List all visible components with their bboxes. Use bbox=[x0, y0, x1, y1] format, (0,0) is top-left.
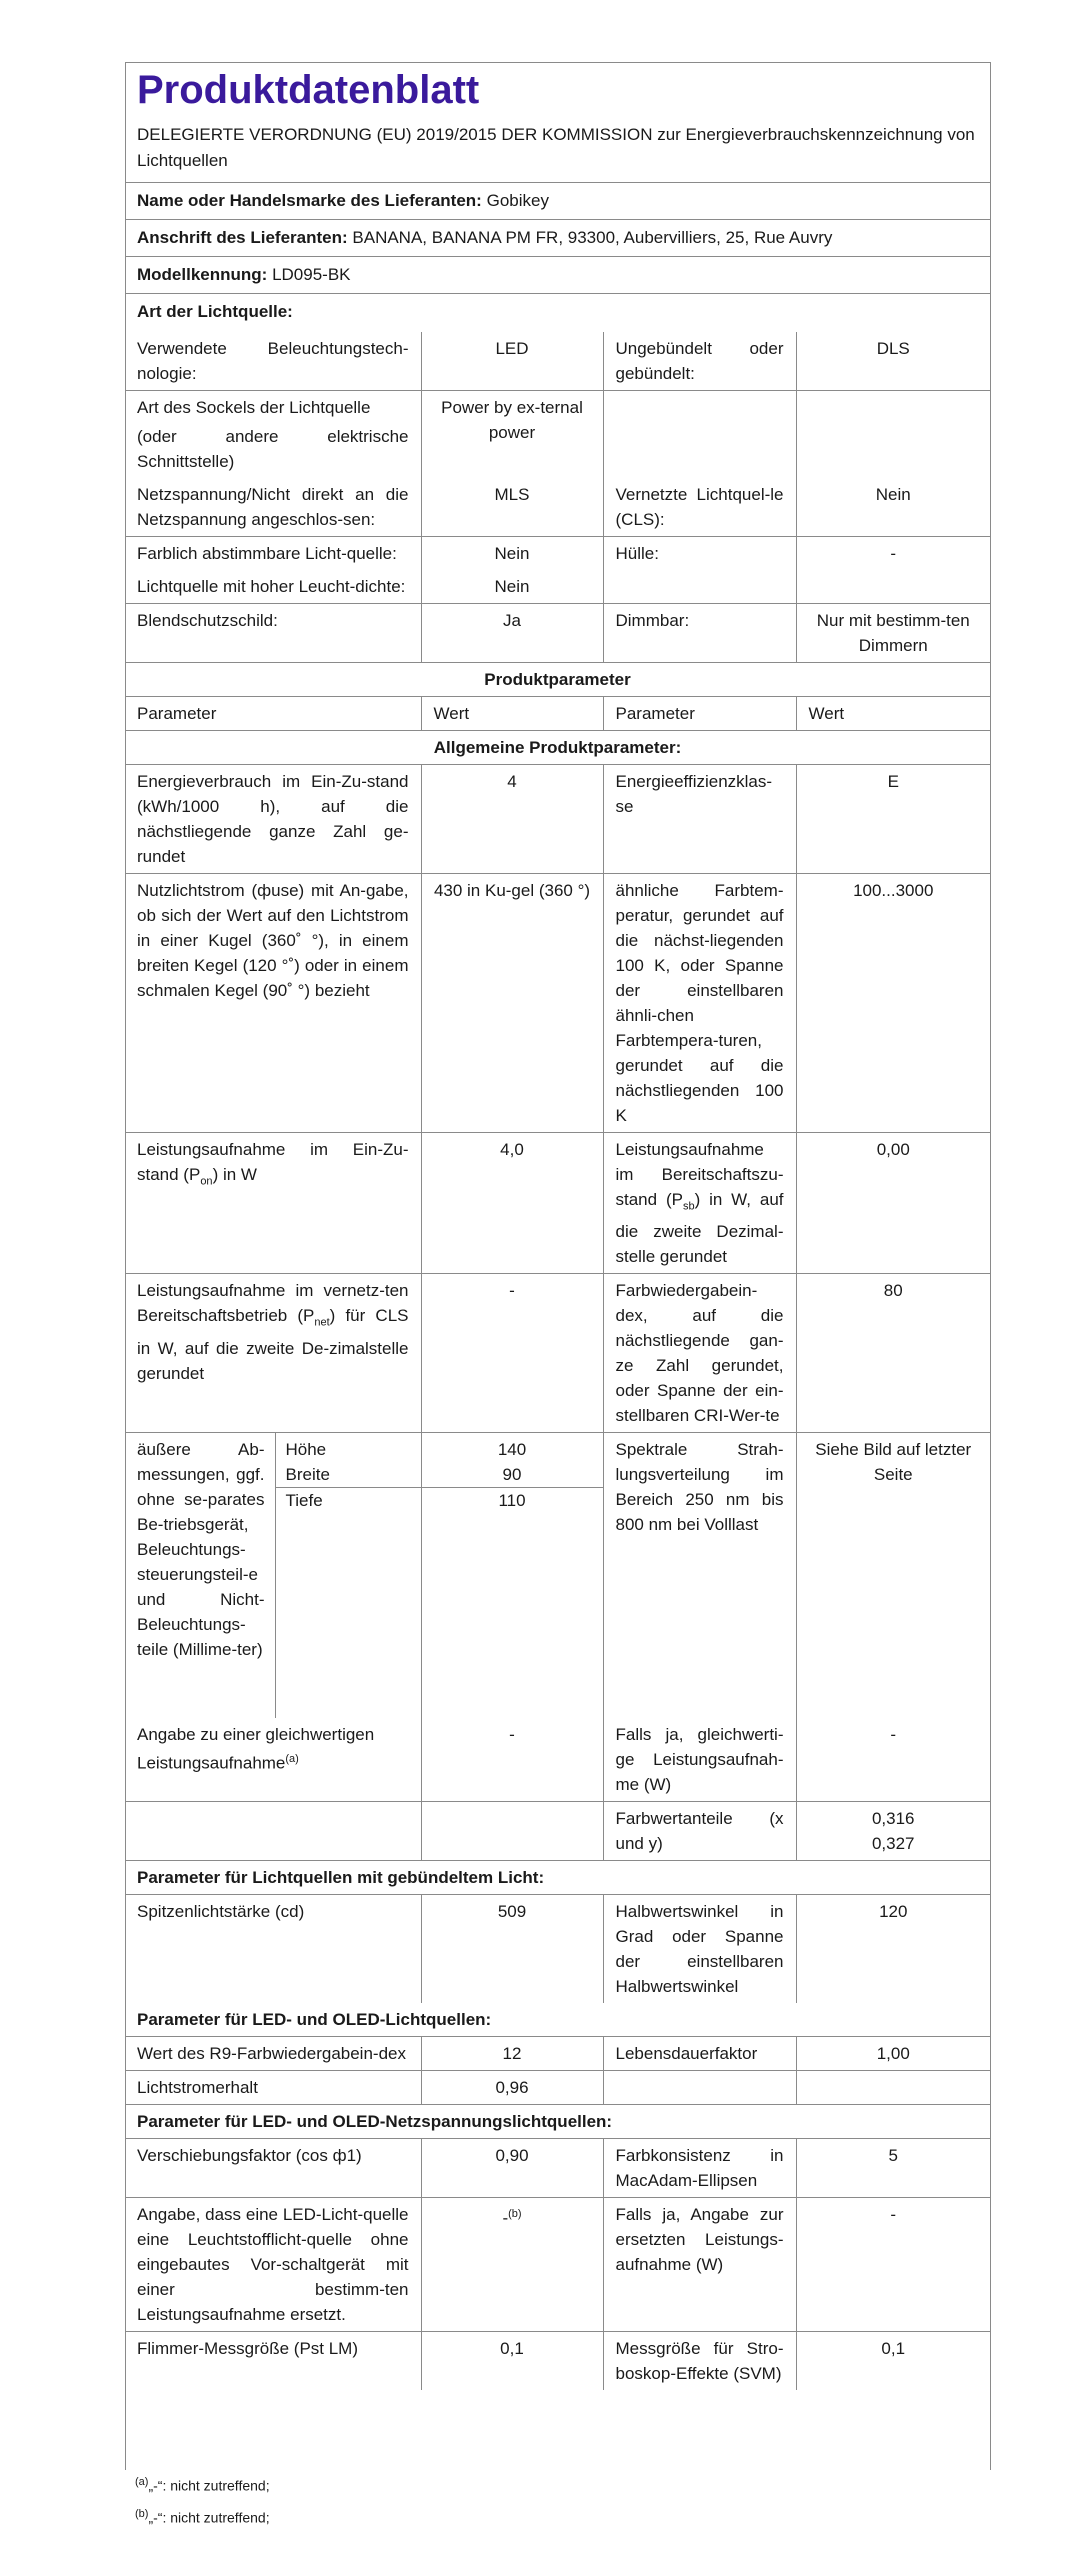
footnote-a-text: „-“: nicht zutreffend; bbox=[148, 2477, 270, 2494]
luminous-flux-value: 430 in Ku-gel (360 °) bbox=[421, 874, 603, 1133]
lumen-maintenance-label: Lichtstromerhalt bbox=[125, 2071, 421, 2105]
model-row bbox=[125, 257, 990, 294]
column-header-value-2: Wert bbox=[808, 704, 845, 723]
lumen-maintenance-value: 0,96 bbox=[421, 2071, 603, 2105]
table-row bbox=[125, 1433, 990, 1719]
table-row bbox=[125, 2332, 990, 2391]
section-heading-row bbox=[125, 731, 990, 765]
width-value: 90 bbox=[502, 1465, 522, 1485]
table-row bbox=[125, 604, 990, 663]
beam-angle-value: 120 bbox=[879, 1902, 908, 1922]
empty-cell bbox=[125, 1802, 421, 1861]
table-row bbox=[125, 391, 990, 479]
footnote-b bbox=[135, 2500, 270, 2532]
stroboscopic-label: Messgröße für Stro-boskop-Effekte (SVM) bbox=[603, 2332, 796, 2391]
envelope-value: - bbox=[890, 544, 897, 563]
page-title: Produktdatenblatt bbox=[137, 68, 480, 112]
table-row bbox=[125, 2198, 990, 2332]
chromaticity-y: 0,327 bbox=[871, 1834, 915, 1854]
color-temperature-value: 100...3000 bbox=[853, 881, 934, 900]
flicker-label: Flimmer-Messgröße (Pst LM) bbox=[125, 2332, 421, 2391]
empty-cell bbox=[603, 570, 796, 604]
table-row bbox=[125, 2037, 990, 2071]
dimensions-values bbox=[421, 1433, 603, 1719]
supplier-value: Gobikey bbox=[486, 191, 549, 210]
dimensions-cell bbox=[125, 1433, 421, 1719]
equivalent-power-label bbox=[125, 1718, 421, 1802]
power-on-label bbox=[125, 1133, 421, 1274]
anti-glare-value: Ja bbox=[421, 604, 603, 663]
socket-label bbox=[125, 391, 421, 479]
color-consistency-label: Farbkonsistenz in MacAdam-Ellipsen bbox=[603, 2139, 796, 2198]
tunable-label: Farblich abstimmbare Licht-quelle: bbox=[125, 537, 421, 571]
cls-value: Nein bbox=[875, 485, 911, 504]
section-heading-row bbox=[125, 1861, 990, 1895]
table-row bbox=[125, 570, 990, 604]
table-row bbox=[125, 1718, 990, 1802]
depth-value: 110 bbox=[422, 1487, 603, 1513]
table-row bbox=[125, 2139, 990, 2198]
table-row bbox=[125, 2071, 990, 2105]
depth-label: Tiefe bbox=[275, 1488, 421, 1719]
replacement-claim-dash: - bbox=[502, 2209, 509, 2229]
model-value: LD095-BK bbox=[272, 265, 351, 284]
table-row bbox=[125, 478, 990, 537]
address-row bbox=[125, 220, 990, 257]
energy-class-label: Energieeffizienzklas-se bbox=[603, 765, 796, 874]
energy-class-value: E bbox=[887, 772, 899, 791]
energy-consumption-value: 4 bbox=[421, 765, 603, 874]
section-heading-row bbox=[125, 2105, 990, 2139]
replacement-claim-sup: (b) bbox=[508, 2208, 522, 2221]
equivalent-power-text: Angabe zu einer gleichwertigen Leistungsaufnahme bbox=[137, 1725, 375, 1774]
spectral-value: Siehe Bild auf letzter Seite bbox=[815, 1440, 972, 1485]
table-row bbox=[125, 1274, 990, 1433]
product-data-sheet bbox=[125, 62, 990, 2390]
empty-cell bbox=[796, 2071, 990, 2105]
address-label: Anschrift des Lieferanten: bbox=[137, 228, 348, 247]
spectral-label: Spektrale Strah-lungsverteilung im Bereich 250 nm bis 800 nm bei Volllast bbox=[603, 1433, 796, 1719]
technology-label: Verwendete Beleuchtungstech-nologie: bbox=[125, 332, 421, 391]
footnote-a bbox=[135, 2468, 270, 2500]
equivalent-power-sup: (a) bbox=[285, 1753, 299, 1766]
left-border bbox=[125, 62, 126, 2470]
table-row bbox=[125, 537, 990, 571]
displacement-factor-value: 0,90 bbox=[421, 2139, 603, 2198]
empty-cell bbox=[603, 2071, 796, 2105]
high-luminance-label: Lichtquelle mit hoher Leucht-dichte: bbox=[125, 570, 421, 604]
empty-cell bbox=[796, 570, 990, 604]
table-row bbox=[125, 1895, 990, 2004]
table-row bbox=[125, 332, 990, 391]
color-consistency-value: 5 bbox=[888, 2146, 898, 2166]
color-temperature-label: ähnliche Farbtem-peratur, gerundet auf die nächst-liegenden 100 K, oder Spanne der einstellbaren ähnli-chen Farbtempera-turen, gerundet auf die nächstliegenden 100 K bbox=[603, 874, 796, 1133]
luminous-flux-label: Nutzlichtstrom (фuse) mit An-gabe, ob sich der Wert auf den Lichtstrom in einer Kugel (360˚ °), in einem breiten Kegel (120 °˚) oder in einem schmalen Kegel (90˚ °) bezieht bbox=[125, 874, 421, 1133]
socket-value: Power by ex-ternal power bbox=[421, 391, 603, 479]
table-row bbox=[125, 1802, 990, 1861]
chromaticity-x: 0,316 bbox=[871, 1809, 915, 1829]
table-row bbox=[125, 765, 990, 874]
replacement-claim-value bbox=[421, 2198, 603, 2332]
displacement-factor-label: Verschiebungsfaktor (cos ф1) bbox=[125, 2139, 421, 2198]
width-label: Breite bbox=[285, 1465, 330, 1485]
footnotes bbox=[135, 2468, 270, 2531]
height-value: 140 bbox=[497, 1440, 527, 1460]
standby-label-b: ) in W, auf die zweite Dezimal-stelle gerundet bbox=[615, 1190, 784, 1267]
footnote-a-mark: (a) bbox=[135, 2476, 149, 2488]
light-source-type-label: Art der Lichtquelle: bbox=[137, 302, 293, 321]
beam-angle-label: Halbwertswinkel in Grad oder Spanne der einstellbaren Halbwertswinkel bbox=[603, 1895, 796, 2004]
supplier-label: Name oder Handelsmarke des Lieferanten: bbox=[137, 191, 482, 210]
dimmable-label: Dimmbar: bbox=[603, 604, 796, 663]
address-value: BANANA, BANANA PM FR, 93300, Aubervilliers, 25, Rue Auvry bbox=[352, 228, 833, 247]
supplier-row bbox=[125, 183, 990, 220]
section-heading-row bbox=[125, 2003, 990, 2037]
survival-factor-label: Lebensdauerfaktor bbox=[603, 2037, 796, 2071]
replacement-claim-label: Angabe, dass eine LED-Licht-quelle eine Leuchtstofflicht-quelle ohne eingebautes Vor-schaltgerät mit einer bestimm-ten Leistungsaufnahme ersetzt. bbox=[125, 2198, 421, 2332]
chromaticity-values bbox=[796, 1802, 990, 1861]
section-heading-row bbox=[125, 663, 990, 697]
led-mains-heading: Parameter für LED- und OLED-Netzspannungslichtquellen: bbox=[137, 2112, 613, 2132]
power-on-sub: on bbox=[200, 1175, 213, 1188]
power-on-label-b: ) in W bbox=[212, 1165, 257, 1184]
envelope-label: Hülle: bbox=[603, 537, 796, 571]
high-luminance-value: Nein bbox=[421, 570, 603, 604]
equivalent-power-value: - bbox=[421, 1718, 603, 1802]
column-header-parameter: Parameter bbox=[125, 697, 421, 731]
light-source-type-row bbox=[125, 294, 990, 332]
stroboscopic-value: 0,1 bbox=[881, 2339, 906, 2359]
general-parameters-heading: Allgemeine Produktparameter: bbox=[433, 738, 682, 757]
if-yes-power-label: Falls ja, gleichwerti-ge Leistungsaufnah-me (W) bbox=[603, 1718, 796, 1802]
energy-consumption-label: Energieverbrauch im Ein-Zu-stand (kWh/1000 h), auf die nächstliegende ganze Zahl ge-rundet bbox=[125, 765, 421, 874]
tunable-value: Nein bbox=[421, 537, 603, 571]
height-label: Höhe bbox=[285, 1440, 327, 1460]
right-border bbox=[990, 62, 991, 2470]
model-label: Modellkennung: bbox=[137, 265, 268, 284]
led-heading: Parameter für LED- und OLED-Lichtquellen: bbox=[137, 2010, 492, 2030]
product-parameters-heading: Produktparameter bbox=[484, 670, 631, 689]
socket-label-b: (oder andere elektrische Schnittstelle) bbox=[137, 427, 409, 471]
footnote-b-mark: (b) bbox=[135, 2507, 149, 2520]
beam-type-label: Ungebündelt oder gebündelt: bbox=[603, 332, 796, 391]
dimensions-subtable bbox=[125, 1433, 421, 1718]
empty-cell bbox=[603, 391, 796, 479]
anti-glare-label: Blendschutzschild: bbox=[125, 604, 421, 663]
cls-label: Vernetzte Lichtquel-le (CLS): bbox=[603, 478, 796, 537]
regulation-text: DELEGIERTE VERORDNUNG (EU) 2019/2015 DER KOMMISSION zur Energieverbrauchskennzeichnung von Lichtquellen bbox=[125, 122, 990, 183]
directional-heading: Parameter für Lichtquellen mit gebündeltem Licht: bbox=[137, 1868, 545, 1888]
pnet-sub: net bbox=[314, 1316, 330, 1329]
dimensions-label: äußere Ab-messungen, ggf. ohne se-parates Be-triebsgerät, Beleuchtungs-steuerungsteil-e und Nicht-Beleuchtungs-teile (Millime-ter) bbox=[125, 1433, 275, 1718]
empty-cell bbox=[796, 391, 990, 479]
standby-power-label bbox=[603, 1133, 796, 1274]
mains-value: MLS bbox=[421, 478, 603, 537]
r9-value: 12 bbox=[421, 2037, 603, 2071]
if-yes-power-value: - bbox=[890, 1725, 897, 1745]
table-row bbox=[125, 874, 990, 1133]
power-on-value: 4,0 bbox=[421, 1133, 603, 1274]
flicker-value: 0,1 bbox=[421, 2332, 603, 2391]
networked-standby-value: - bbox=[421, 1274, 603, 1433]
mains-label: Netzspannung/Nicht direkt an die Netzspannung angeschlos-sen: bbox=[125, 478, 421, 537]
power-on-label-a: Leistungsaufnahme im Ein-Zu-stand (P bbox=[137, 1140, 409, 1184]
pnet-label-a: Leistungsaufnahme im vernetz-ten Bereitschaftsbetrieb (P bbox=[137, 1281, 409, 1326]
networked-standby-label bbox=[125, 1274, 421, 1433]
empty-cell bbox=[421, 1802, 603, 1861]
cri-label: Farbwiedergabein-dex, auf die nächstliegende gan-ze Zahl gerundet, oder Spanne der ein-stellbaren CRI-Wer-te bbox=[603, 1274, 796, 1433]
replaced-power-label: Falls ja, Angabe zur ersetzten Leistungs-aufnahme (W) bbox=[603, 2198, 796, 2332]
standby-sub: sb bbox=[682, 1200, 695, 1213]
beam-type-value: DLS bbox=[876, 339, 910, 358]
column-header-parameter-2: Parameter bbox=[603, 697, 796, 731]
standby-power-value: 0,00 bbox=[876, 1140, 910, 1159]
column-header-row bbox=[125, 697, 990, 731]
technology-value: LED bbox=[421, 332, 603, 391]
column-header-value: Wert bbox=[421, 697, 603, 731]
table-row bbox=[125, 1133, 990, 1274]
pnet-label-b: ) für CLS in W, auf die zweite De-zimalstelle gerundet bbox=[137, 1306, 409, 1383]
chromaticity-label: Farbwertanteile (x und y) bbox=[603, 1802, 796, 1861]
footnote-b-text: „-“: nicht zutreffend; bbox=[148, 2509, 270, 2526]
socket-label-a: Art des Sockels der Lichtquelle bbox=[137, 398, 371, 417]
cri-value: 80 bbox=[883, 1281, 903, 1301]
light-source-table bbox=[125, 332, 990, 2390]
peak-intensity-label: Spitzenlichtstärke (cd) bbox=[125, 1895, 421, 2004]
standby-label-a: Leistungsaufnahme im Bereitschaftszu-stand (P bbox=[615, 1140, 784, 1209]
survival-factor-value: 1,00 bbox=[876, 2044, 910, 2064]
r9-label: Wert des R9-Farbwiedergabein-dex bbox=[125, 2037, 421, 2071]
replaced-power-value: - bbox=[890, 2205, 897, 2225]
peak-intensity-value: 509 bbox=[421, 1895, 603, 2004]
dimmable-value: Nur mit bestimm-ten Dimmern bbox=[816, 611, 970, 655]
top-border bbox=[125, 62, 990, 63]
